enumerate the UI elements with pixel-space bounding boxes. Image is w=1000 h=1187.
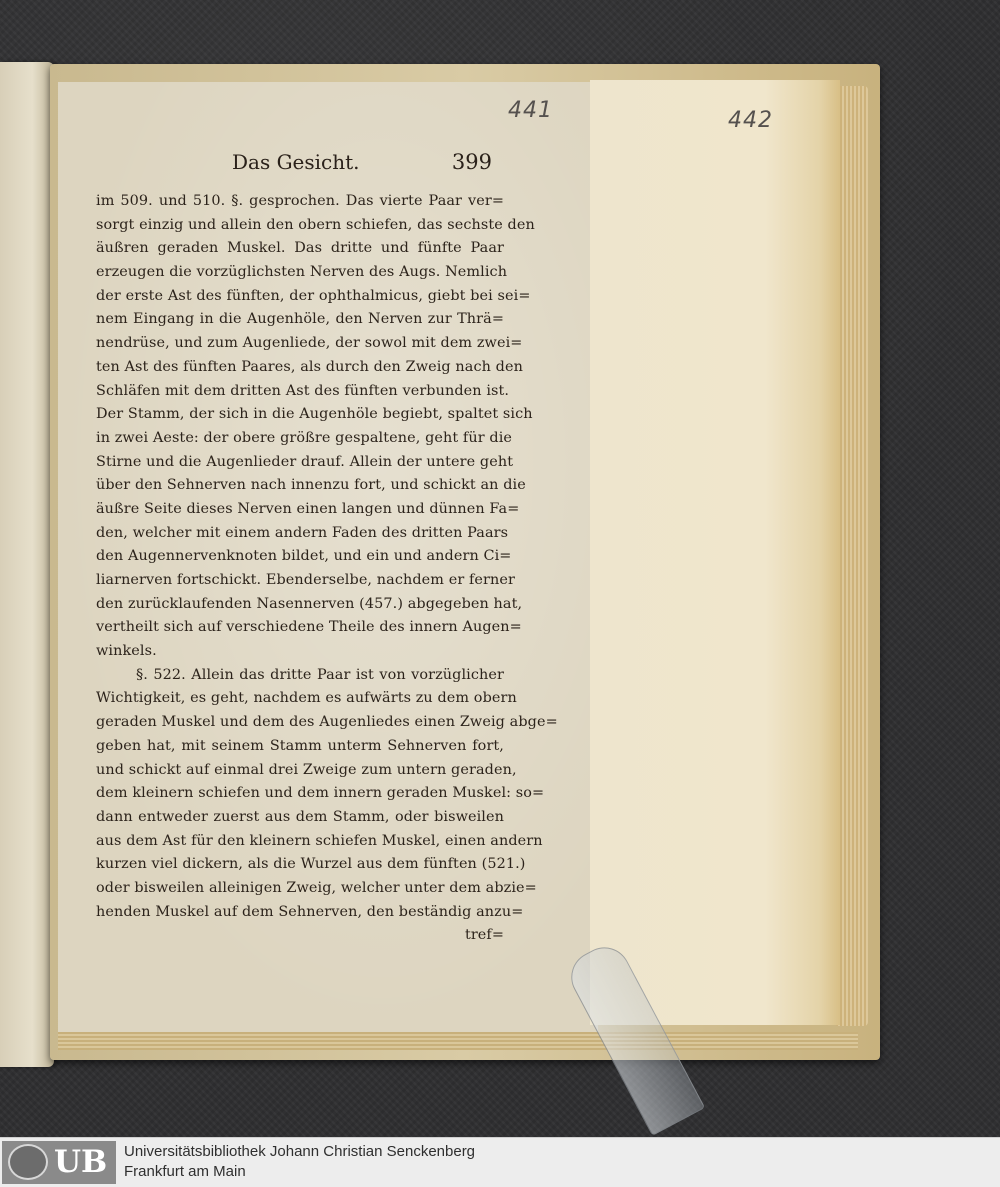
text-line: ten Ast des fünften Paares, als durch den Zweig nach den (96, 358, 523, 375)
text-line: winkels. (96, 643, 157, 660)
text-line: vertheilt sich auf verschiedene Theile des innern Augen= (96, 619, 522, 636)
page-number: 399 (451, 150, 492, 174)
text-line: Wichtigkeit, es geht, nachdem es aufwärts zu dem obern (96, 690, 517, 707)
pencil-folio-mark-1: 441 (508, 98, 553, 123)
text-line: dann entweder zuerst aus dem Stamm, oder bisweilen (96, 808, 504, 825)
text-line: oder bisweilen alleinigen Zweig, welcher unter dem abzie= (96, 879, 537, 896)
footer-bar (0, 1137, 1000, 1187)
institution-name[interactable]: Universitätsbibliothek Johann Christian Senckenberg (124, 1143, 476, 1160)
text-line: erzeugen die vorzüglichsten Nerven des Augs. Nemlich (96, 264, 508, 281)
page-bottom-edge (58, 1032, 858, 1050)
text-line: aus dem Ast für den kleinern schiefen Muskel, einen andern (96, 832, 543, 849)
text-line: den zurücklaufenden Nasennerven (457.) abgegeben hat, (96, 595, 523, 612)
text-line: im 509. und 510. §. gesprochen. Das vierte Paar ver= (96, 193, 504, 209)
portrait-seal-icon (8, 1144, 48, 1180)
running-title: Das Gesicht. (232, 150, 360, 174)
text-line: der erste Ast des fünften, der ophthalmicus, giebt bei sei= (96, 287, 531, 304)
text-line: geraden Muskel und dem des Augenliedes einen Zweig abge= (96, 714, 558, 731)
text-line: liarnerven fortschickt. Ebenderselbe, nachdem er ferner (96, 572, 515, 588)
text-line: über den Sehnerven nach innenzu fort, und schickt an die (96, 477, 526, 494)
text-line: geben hat, mit seinem Stamm unterm Sehnerven fort, (96, 737, 504, 754)
text-line: henden Muskel auf dem Sehnerven, den beständig anzu= (96, 903, 524, 920)
body-text (96, 190, 558, 948)
text-line: den, welcher mit einem andern Faden des dritten Paars (96, 524, 509, 541)
text-line: Der Stamm, der sich in die Augenhöle begiebt, spaltet sich (96, 406, 533, 423)
text-line: nendrüse, und zum Augenliede, der sowol mit dem zwei= (96, 335, 523, 352)
left-page-edge (0, 62, 54, 1067)
text-line: Schläfen mit dem dritten Ast des fünften verbunden ist. (96, 382, 510, 399)
text-line: und schickt auf einmal drei Zweige zum untern geraden, (96, 761, 517, 778)
text-line: äußren geraden Muskel. Das dritte und fünfte Paar (96, 240, 504, 257)
text-line: in zwei Aeste: der obere größre gespaltene, geht für die (96, 429, 513, 446)
logo-text: UB (54, 1144, 108, 1180)
page-header (96, 150, 496, 186)
catchword: tref= (464, 927, 504, 944)
text-line: den Augennervenknoten bildet, und ein und andern Ci= (96, 548, 512, 565)
pencil-folio-mark-2: 442 (728, 108, 773, 133)
text-line: nem Eingang in die Augenhöle, den Nerven zur Thrä= (96, 311, 504, 328)
text-line: dem kleinern schiefen und dem innern geraden Muskel: so= (96, 785, 545, 802)
page-fore-edge (836, 86, 868, 1026)
institution-city: Frankfurt am Main (124, 1163, 246, 1180)
blank-page-strip (590, 80, 840, 1025)
text-line: äußre Seite dieses Nerven einen langen und dünnen Fa= (96, 500, 520, 517)
text-line: sorgt einzig und allein den obern schiefen, das sechste den (96, 216, 535, 233)
text-line: kurzen viel dickern, als die Wurzel aus dem fünften (521.) (96, 856, 526, 873)
paragraph-start-line: §. 522. Allein das dritte Paar ist von vorzüglicher (136, 666, 504, 683)
library-logo[interactable] (2, 1141, 116, 1184)
text-line: Stirne und die Augenlieder drauf. Allein der untere geht (96, 453, 514, 470)
